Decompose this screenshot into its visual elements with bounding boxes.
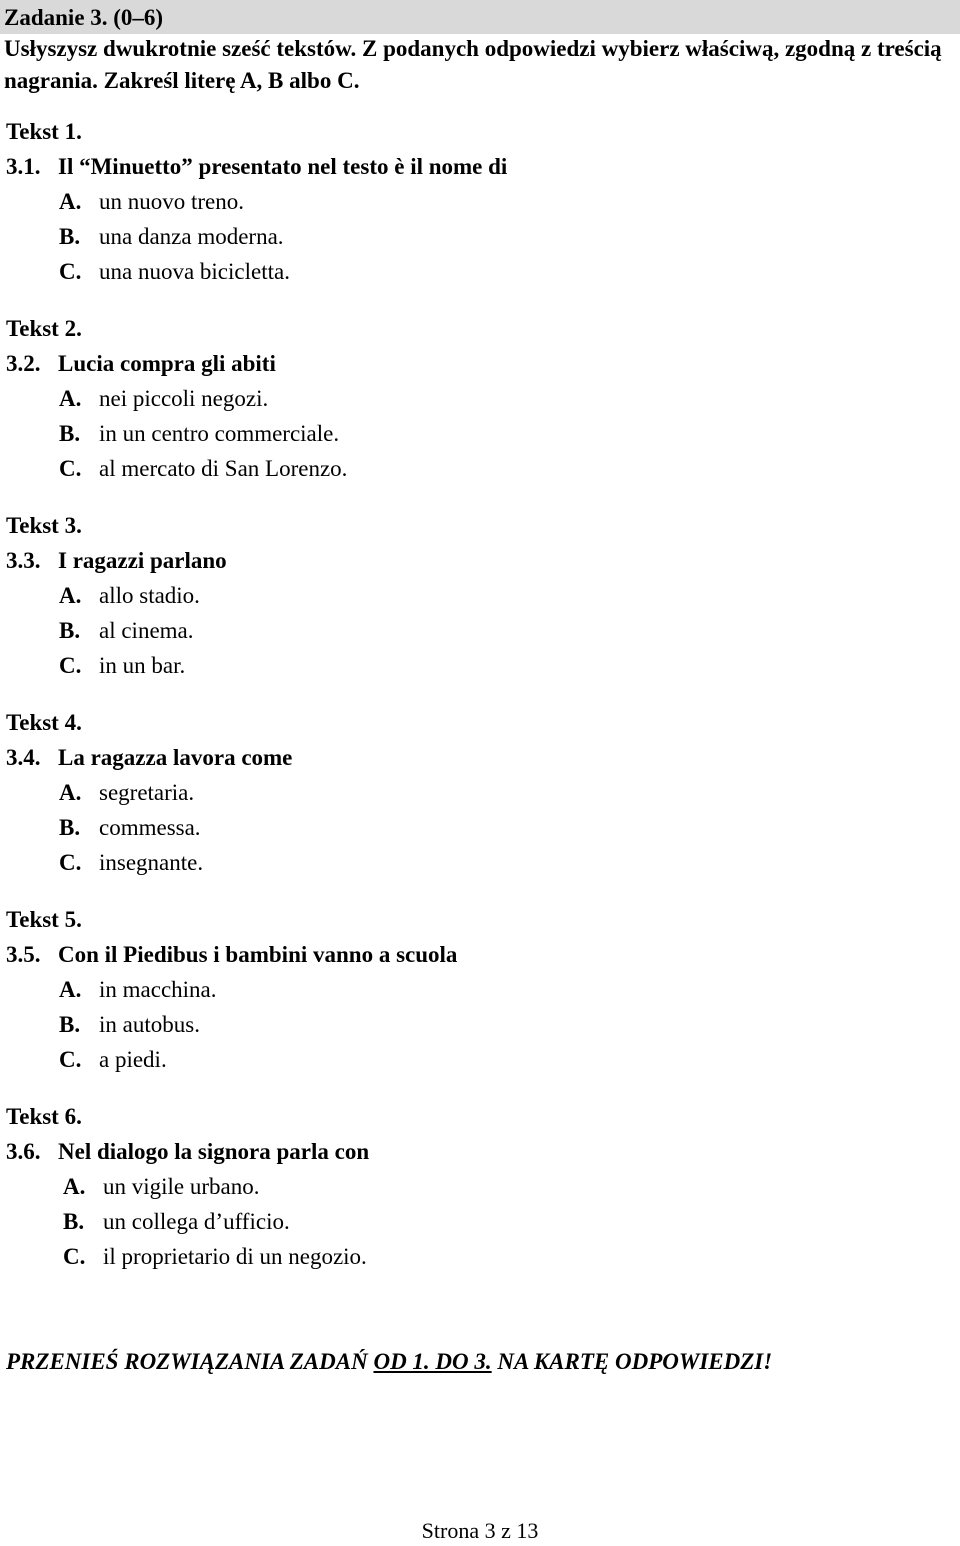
option-letter: B. [59,815,81,840]
question-text: Lucia compra gli abiti [58,351,276,376]
note-part-3: NA KARTĘ ODPOWIEDZI! [491,1349,773,1374]
option-text: un vigile urbano. [103,1174,260,1199]
text-label-2: Tekst 2. [6,316,82,341]
option-letter: A. [59,386,82,411]
page-number: Strona 3 z 13 [421,1518,539,1543]
question-3-2 [6,349,276,379]
question-number: 3.1. [6,154,41,179]
option-text: allo stadio. [99,583,200,608]
task-instructions: Usłyszysz dwukrotnie sześć tekstów. Z podanych odpowiedzi wybierz właściwą, zgodną z treścią nagrania. Zakreśl literę A, B albo C. [4,36,942,93]
question-3-4 [6,743,292,773]
option-3-3-c[interactable] [59,651,185,681]
option-text: nei piccoli negozi. [99,386,269,411]
option-text: il proprietario di un negozio. [103,1244,367,1269]
option-3-5-b[interactable] [59,1010,200,1040]
option-3-5-c[interactable] [59,1045,167,1075]
option-letter: C. [59,259,82,284]
option-letter: C. [59,1047,82,1072]
option-text: commessa. [99,815,201,840]
question-3-6 [6,1137,369,1167]
option-letter: C. [59,653,82,678]
option-text: a piedi. [99,1047,167,1072]
option-letter: A. [59,780,82,805]
option-3-3-b[interactable] [59,616,194,646]
option-text: in un bar. [99,653,186,678]
option-3-4-c[interactable] [59,848,203,878]
option-letter: C. [59,456,82,481]
question-text: Nel dialogo la signora parla con [58,1139,370,1164]
note-part-2-underlined: OD 1. DO 3. [373,1349,492,1374]
option-text: al cinema. [99,618,194,643]
text-label-3: Tekst 3. [6,513,82,538]
option-letter: B. [59,618,81,643]
question-number: 3.3. [6,548,41,573]
option-3-3-a[interactable] [59,581,200,611]
option-letter: A. [59,583,82,608]
option-3-4-a[interactable] [59,778,194,808]
option-3-1-a[interactable] [59,187,244,217]
option-3-1-c[interactable] [59,257,290,287]
option-letter: A. [63,1174,86,1199]
option-text: al mercato di San Lorenzo. [99,456,348,481]
option-letter: C. [63,1244,86,1269]
option-letter: B. [59,224,81,249]
option-3-2-c[interactable] [59,454,347,484]
question-3-3 [6,546,227,576]
option-letter: B. [63,1209,85,1234]
question-text: La ragazza lavora come [58,745,293,770]
note-part-1: PRZENIEŚ ROZWIĄZANIA ZADAŃ [6,1349,374,1374]
option-letter: B. [59,1012,81,1037]
option-text: insegnante. [99,850,204,875]
option-text: una danza moderna. [99,224,284,249]
text-label-5: Tekst 5. [6,907,82,932]
option-3-4-b[interactable] [59,813,201,843]
option-3-2-b[interactable] [59,419,339,449]
question-3-5 [6,940,457,970]
option-letter: A. [59,189,82,214]
option-text: un collega d’ufficio. [103,1209,290,1234]
text-label-4: Tekst 4. [6,710,82,735]
text-label-6: Tekst 6. [6,1104,82,1129]
option-text: in autobus. [99,1012,200,1037]
option-letter: A. [59,977,82,1002]
question-number: 3.6. [6,1139,41,1164]
question-number: 3.5. [6,942,41,967]
option-letter: C. [59,850,82,875]
option-text: in macchina. [99,977,217,1002]
option-letter: B. [59,421,81,446]
option-text: segretaria. [99,780,195,805]
option-text: un nuovo treno. [99,189,245,214]
question-text: Con il Piedibus i bambini vanno a scuola [58,942,458,967]
option-3-6-b[interactable] [63,1207,290,1237]
question-number: 3.4. [6,745,41,770]
option-3-2-a[interactable] [59,384,268,414]
transfer-answers-note [6,1347,772,1377]
task-title: Zadanie 3. (0–6) [4,5,164,30]
option-3-6-c[interactable] [63,1242,367,1272]
option-3-1-b[interactable] [59,222,284,252]
option-text: in un centro commerciale. [99,421,340,446]
question-number: 3.2. [6,351,41,376]
question-text: Il “Minuetto” presentato nel testo è il nome di [58,154,508,179]
text-label-1: Tekst 1. [6,119,82,144]
option-3-5-a[interactable] [59,975,217,1005]
question-3-1 [6,152,507,182]
question-text: I ragazzi parlano [58,548,227,573]
option-text: una nuova bicicletta. [99,259,290,284]
option-3-6-a[interactable] [63,1172,260,1202]
